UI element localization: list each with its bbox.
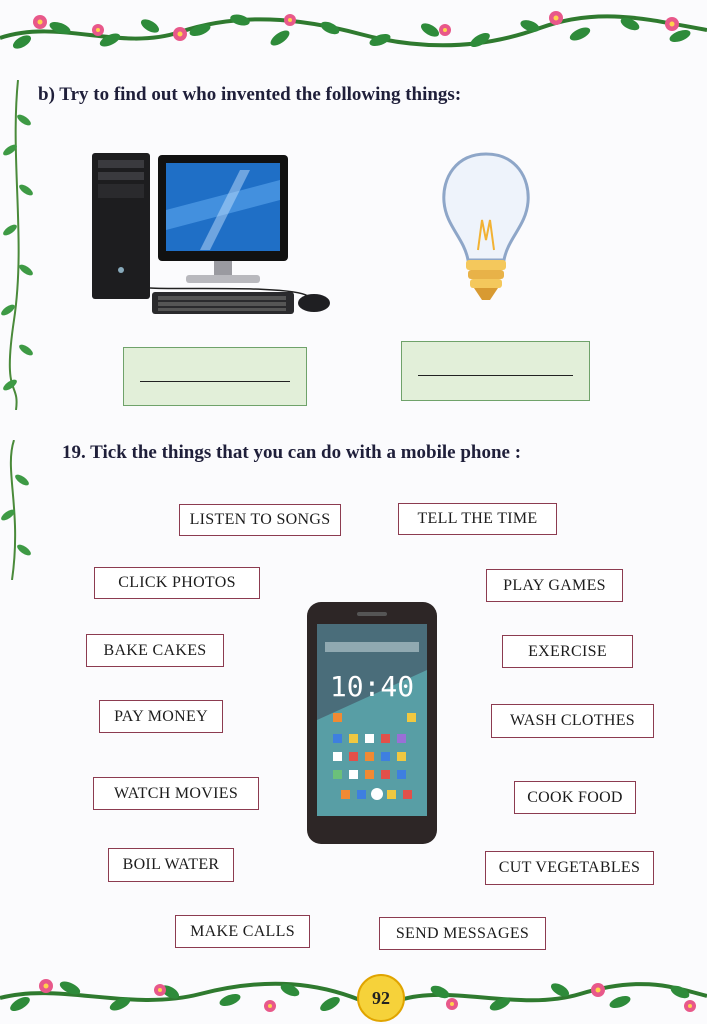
desktop-computer-icon [90,150,334,320]
option-play-games[interactable]: PLAY GAMES [486,569,623,602]
option-listen-to-songs[interactable]: LISTEN TO SONGS [179,504,341,536]
option-make-calls[interactable]: MAKE CALLS [175,915,310,948]
mobile-phone-icon [305,600,439,846]
light-bulb-icon [438,150,534,312]
option-send-messages[interactable]: SEND MESSAGES [379,917,546,950]
option-cook-food[interactable]: COOK FOOD [514,781,636,814]
answer-line [140,381,290,382]
option-bake-cakes[interactable]: BAKE CAKES [86,634,224,667]
hanging-vine-icon [0,80,44,410]
option-pay-money[interactable]: PAY MONEY [99,700,223,733]
section-b-heading: b) Try to find out who invented the following things: [38,84,462,105]
option-tell-the-time[interactable]: TELL THE TIME [398,503,557,535]
hanging-vine-icon [0,440,44,580]
option-click-photos[interactable]: CLICK PHOTOS [94,567,260,599]
option-boil-water[interactable]: BOIL WATER [108,848,234,882]
answer-box-light-bulb[interactable] [401,341,590,401]
option-cut-vegetables[interactable]: CUT VEGETABLES [485,851,654,885]
option-exercise[interactable]: EXERCISE [502,635,633,668]
question-19-heading: 19. Tick the things that you can do with a mobile phone : [62,442,522,463]
page-number-badge: 92 [357,974,405,1022]
phone-clock-time: 10:40 [329,670,415,703]
option-watch-movies[interactable]: WATCH MOVIES [93,777,259,810]
option-wash-clothes[interactable]: WASH CLOTHES [491,704,654,738]
vine-border-bottom-icon [0,964,707,1024]
vine-border-top-icon [0,0,707,70]
answer-box-computer[interactable] [123,347,307,406]
answer-line [418,375,573,376]
